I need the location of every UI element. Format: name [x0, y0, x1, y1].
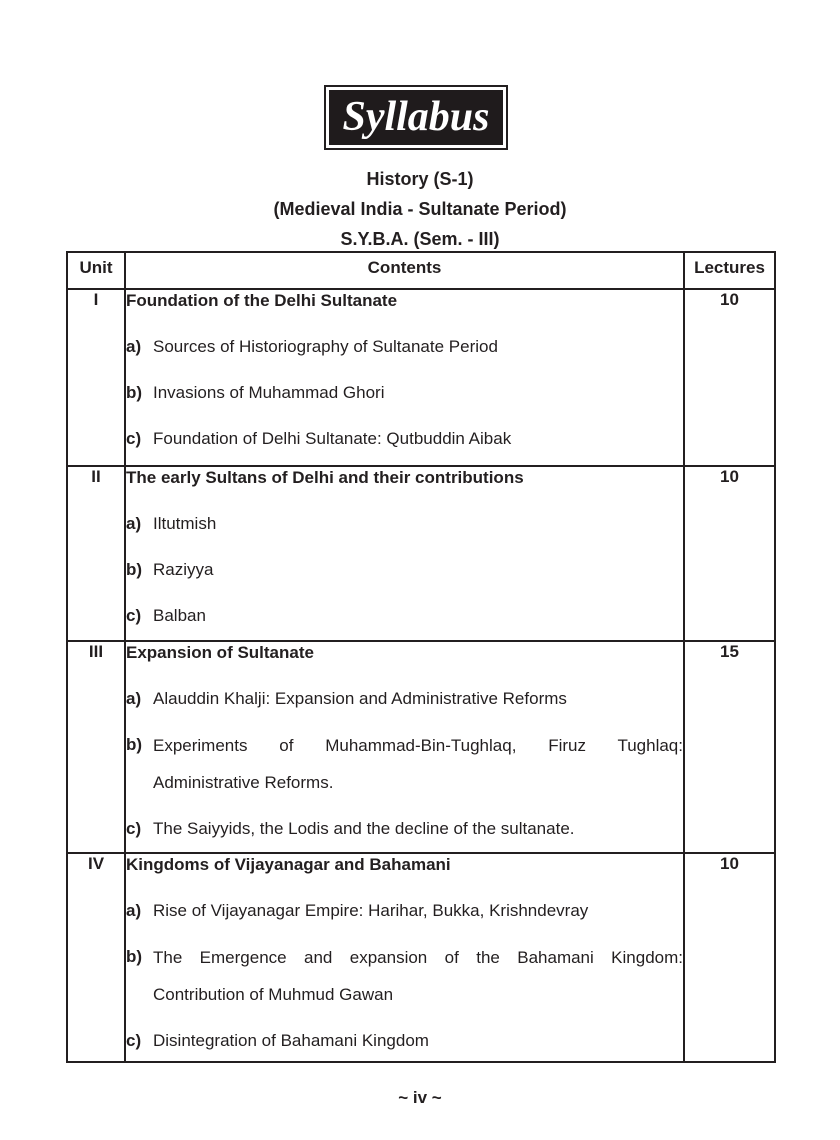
item-label: a) — [126, 689, 142, 708]
unit-contents — [125, 641, 684, 853]
list-item — [126, 1030, 683, 1052]
lecture-count: 10 — [684, 289, 775, 466]
subject-heading: History (S-1) — [366, 169, 474, 189]
item-text: The Saiyyids, the Lodis and the decline of the sultanate. — [153, 819, 575, 838]
item-text: Iltutmish — [153, 514, 217, 533]
item-text: Raziyya — [153, 560, 214, 579]
item-label: a) — [126, 514, 142, 533]
list-item — [126, 734, 683, 801]
unit-column-header: Unit — [67, 252, 125, 289]
unit-number: IV — [67, 853, 125, 1062]
lectures-column-header: Lectures — [684, 252, 775, 289]
item-label: a) — [126, 337, 142, 356]
list-item — [126, 688, 683, 710]
unit-contents — [125, 289, 684, 466]
list-item — [126, 946, 683, 1013]
item-label: a) — [126, 901, 142, 920]
list-item — [126, 818, 683, 840]
unit-number: III — [67, 641, 125, 853]
table-row — [67, 853, 775, 1062]
unit-contents — [125, 466, 684, 641]
unit-title: The early Sultans of Delhi and their contributions — [126, 468, 524, 487]
unit-number: II — [67, 466, 125, 641]
lecture-count: 10 — [684, 853, 775, 1062]
item-text: Balban — [153, 606, 206, 625]
item-text: Foundation of Delhi Sultanate: Qutbuddin Aibak — [153, 429, 512, 448]
syllabus-table — [66, 251, 776, 1063]
list-item — [126, 336, 683, 358]
item-label: b) — [126, 560, 143, 579]
contents-column-header: Contents — [125, 252, 684, 289]
unit-title: Foundation of the Delhi Sultanate — [126, 291, 398, 310]
item-text: Sources of Historiography of Sultanate Period — [153, 337, 498, 356]
item-label: b) — [126, 735, 143, 754]
syllabus-badge — [324, 85, 508, 150]
unit-title: Kingdoms of Vijayanagar and Bahamani — [126, 855, 451, 874]
list-item — [126, 559, 683, 581]
item-label: c) — [126, 429, 142, 448]
item-label: b) — [126, 947, 143, 966]
item-text: Invasions of Muhammad Ghori — [153, 383, 385, 402]
class-heading: S.Y.B.A. (Sem. - III) — [340, 229, 500, 249]
item-label: c) — [126, 606, 142, 625]
table-row — [67, 641, 775, 853]
item-label: b) — [126, 383, 143, 402]
list-item — [126, 605, 683, 627]
item-text: The Emergence and expansion of the Bahamani Kingdom: Contribution of Muhmud Gawan — [153, 948, 683, 1004]
item-label: c) — [126, 819, 142, 838]
item-text: Experiments of Muhammad-Bin-Tughlaq, Firuz Tughlaq: Administrative Reforms. — [153, 736, 683, 792]
lecture-count: 10 — [684, 466, 775, 641]
item-label: c) — [126, 1031, 142, 1050]
syllabus-title: Syllabus — [329, 90, 503, 145]
item-text: Alauddin Khalji: Expansion and Administrative Reforms — [153, 689, 567, 708]
table-header-row — [67, 252, 775, 289]
lecture-count: 15 — [684, 641, 775, 853]
table-row — [67, 466, 775, 641]
item-text: Disintegration of Bahamani Kingdom — [153, 1031, 429, 1050]
list-item — [126, 513, 683, 535]
unit-title: Expansion of Sultanate — [126, 643, 314, 662]
unit-contents — [125, 853, 684, 1062]
item-text: Rise of Vijayanagar Empire: Harihar, Bukka, Krishndevray — [153, 901, 589, 920]
table-row — [67, 289, 775, 466]
unit-number: I — [67, 289, 125, 466]
period-heading: (Medieval India - Sultanate Period) — [273, 199, 567, 219]
page-number: ~ iv ~ — [398, 1088, 442, 1107]
list-item — [126, 900, 683, 922]
list-item — [126, 428, 683, 450]
list-item — [126, 382, 683, 404]
